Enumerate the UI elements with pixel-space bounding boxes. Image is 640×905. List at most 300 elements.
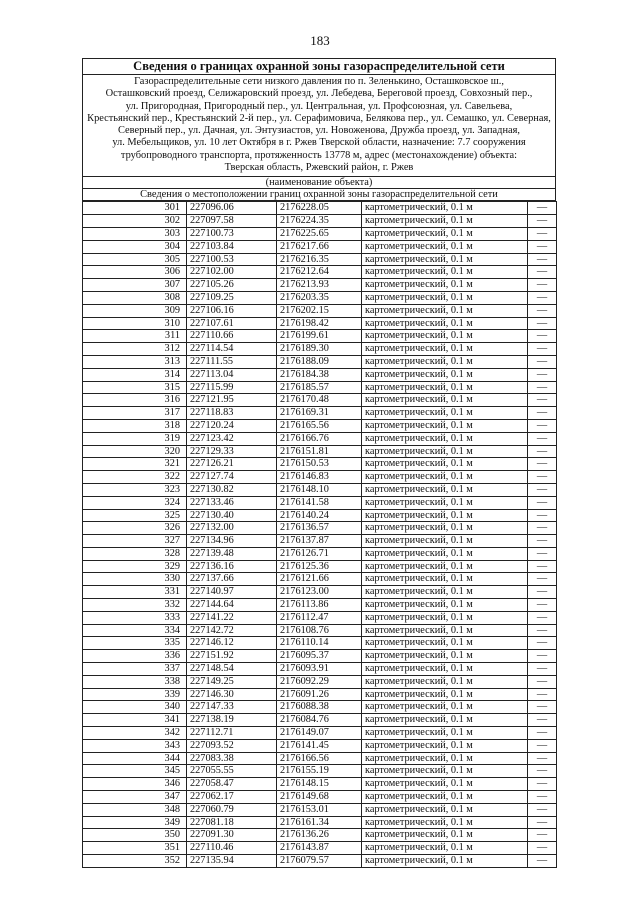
point-number: 318 (83, 419, 187, 432)
description-dash: — (528, 522, 557, 535)
table-row (83, 599, 557, 612)
coord-x: 227140.97 (187, 586, 277, 599)
table-row (83, 688, 557, 701)
table-row (83, 381, 557, 394)
method-accuracy: картометрический, 0.1 м (362, 611, 528, 624)
method-accuracy: картометрический, 0.1 м (362, 547, 528, 560)
description-dash: — (528, 586, 557, 599)
table-row (83, 842, 557, 855)
description-dash: — (528, 701, 557, 714)
method-accuracy: картометрический, 0.1 м (362, 496, 528, 509)
coord-x: 227141.22 (187, 611, 277, 624)
section-title: Сведения о границах охранной зоны газораспределительной сети (83, 59, 556, 75)
point-number: 348 (83, 803, 187, 816)
point-number: 350 (83, 829, 187, 842)
method-accuracy: картометрический, 0.1 м (362, 355, 528, 368)
coord-x: 227060.79 (187, 803, 277, 816)
description-dash: — (528, 343, 557, 356)
point-number: 315 (83, 381, 187, 394)
point-number: 320 (83, 445, 187, 458)
table-row (83, 279, 557, 292)
method-accuracy: картометрический, 0.1 м (362, 368, 528, 381)
coord-x: 227130.82 (187, 483, 277, 496)
method-accuracy: картометрический, 0.1 м (362, 855, 528, 868)
method-accuracy: картометрический, 0.1 м (362, 842, 528, 855)
coord-x: 227113.04 (187, 368, 277, 381)
table-row (83, 471, 557, 484)
point-number: 342 (83, 727, 187, 740)
coord-x: 227139.48 (187, 547, 277, 560)
method-accuracy: картометрический, 0.1 м (362, 675, 528, 688)
point-number: 346 (83, 778, 187, 791)
method-accuracy: картометрический, 0.1 м (362, 407, 528, 420)
method-accuracy: картометрический, 0.1 м (362, 663, 528, 676)
point-number: 334 (83, 624, 187, 637)
description-dash: — (528, 650, 557, 663)
method-accuracy: картометрический, 0.1 м (362, 394, 528, 407)
coord-y: 2176202.15 (277, 304, 362, 317)
coord-y: 2176140.24 (277, 509, 362, 522)
coord-y: 2176184.38 (277, 368, 362, 381)
description-dash: — (528, 291, 557, 304)
coord-y: 2176216.35 (277, 253, 362, 266)
method-accuracy: картометрический, 0.1 м (362, 509, 528, 522)
method-accuracy: картометрический, 0.1 м (362, 701, 528, 714)
method-accuracy: картометрический, 0.1 м (362, 343, 528, 356)
table-row (83, 765, 557, 778)
coord-y: 2176149.68 (277, 791, 362, 804)
table-row (83, 791, 557, 804)
description-line: Тверская область, Ржевский район, г. Ржев (224, 162, 414, 174)
coord-x: 227146.30 (187, 688, 277, 701)
coord-y: 2176084.76 (277, 714, 362, 727)
description-line: ул. Мебельщиков, ул. 10 лет Октября в г. Ржев Тверской области, назначение: 7.7 сооружения (112, 137, 526, 149)
description-dash: — (528, 803, 557, 816)
coord-x: 227134.96 (187, 535, 277, 548)
coord-x: 227126.21 (187, 458, 277, 471)
coord-y: 2176224.35 (277, 215, 362, 228)
table-row (83, 624, 557, 637)
point-number: 325 (83, 509, 187, 522)
description-dash: — (528, 483, 557, 496)
coord-x: 227133.46 (187, 496, 277, 509)
point-number: 336 (83, 650, 187, 663)
coord-y: 2176136.26 (277, 829, 362, 842)
coord-x: 227062.17 (187, 791, 277, 804)
coord-x: 227118.83 (187, 407, 277, 420)
table-row (83, 253, 557, 266)
coord-y: 2176170.48 (277, 394, 362, 407)
table-row (83, 227, 557, 240)
table-row (83, 701, 557, 714)
description-dash: — (528, 432, 557, 445)
point-number: 330 (83, 573, 187, 586)
coord-x: 227138.19 (187, 714, 277, 727)
coord-y: 2176113.86 (277, 599, 362, 612)
table-row (83, 407, 557, 420)
coord-y: 2176150.53 (277, 458, 362, 471)
point-number: 323 (83, 483, 187, 496)
table-row (83, 202, 557, 215)
coord-y: 2176151.81 (277, 445, 362, 458)
coord-x: 227102.00 (187, 266, 277, 279)
coord-x: 227144.64 (187, 599, 277, 612)
coord-x: 227103.84 (187, 240, 277, 253)
method-accuracy: картометрический, 0.1 м (362, 791, 528, 804)
table-row (83, 778, 557, 791)
point-number: 329 (83, 560, 187, 573)
description-dash: — (528, 599, 557, 612)
coord-y: 2176092.29 (277, 675, 362, 688)
method-accuracy: картометрический, 0.1 м (362, 714, 528, 727)
point-number: 309 (83, 304, 187, 317)
table-row (83, 573, 557, 586)
method-accuracy: картометрический, 0.1 м (362, 727, 528, 740)
coord-y: 2176136.57 (277, 522, 362, 535)
point-number: 344 (83, 752, 187, 765)
method-accuracy: картометрический, 0.1 м (362, 330, 528, 343)
table-row (83, 368, 557, 381)
coord-x: 227083.38 (187, 752, 277, 765)
object-description (83, 75, 556, 177)
coord-y: 2176225.65 (277, 227, 362, 240)
coord-x: 227110.46 (187, 842, 277, 855)
method-accuracy: картометрический, 0.1 м (362, 471, 528, 484)
coord-x: 227135.94 (187, 855, 277, 868)
coord-x: 227106.16 (187, 304, 277, 317)
method-accuracy: картометрический, 0.1 м (362, 599, 528, 612)
coord-y: 2176213.93 (277, 279, 362, 292)
description-dash: — (528, 202, 557, 215)
coord-x: 227100.73 (187, 227, 277, 240)
coord-y: 2176169.31 (277, 407, 362, 420)
description-dash: — (528, 381, 557, 394)
coord-y: 2176141.58 (277, 496, 362, 509)
coord-x: 227121.95 (187, 394, 277, 407)
point-number: 341 (83, 714, 187, 727)
coord-x: 227105.26 (187, 279, 277, 292)
coord-y: 2176095.37 (277, 650, 362, 663)
coord-x: 227097.58 (187, 215, 277, 228)
description-dash: — (528, 816, 557, 829)
coord-y: 2176203.35 (277, 291, 362, 304)
table-row (83, 663, 557, 676)
description-dash: — (528, 227, 557, 240)
point-number: 333 (83, 611, 187, 624)
method-accuracy: картометрический, 0.1 м (362, 279, 528, 292)
point-number: 304 (83, 240, 187, 253)
coord-x: 227096.06 (187, 202, 277, 215)
point-number: 343 (83, 739, 187, 752)
coord-y: 2176198.42 (277, 317, 362, 330)
description-line: Северный пер., ул. Дачная, ул. Энтузиастов, ул. Новоженова, Дружба проезд, ул. Западная, (117, 125, 521, 137)
method-accuracy: картометрический, 0.1 м (362, 253, 528, 266)
table-row (83, 509, 557, 522)
point-number: 305 (83, 253, 187, 266)
table-row (83, 650, 557, 663)
coord-y: 2176148.15 (277, 778, 362, 791)
method-accuracy: картометрический, 0.1 м (362, 765, 528, 778)
coord-x: 227132.00 (187, 522, 277, 535)
method-accuracy: картометрический, 0.1 м (362, 688, 528, 701)
coord-y: 2176161.34 (277, 816, 362, 829)
table-row (83, 458, 557, 471)
coord-x: 227058.47 (187, 778, 277, 791)
description-dash: — (528, 394, 557, 407)
table-row (83, 483, 557, 496)
coord-y: 2176189.30 (277, 343, 362, 356)
description-dash: — (528, 496, 557, 509)
coord-x: 227137.66 (187, 573, 277, 586)
point-number: 302 (83, 215, 187, 228)
method-accuracy: картометрический, 0.1 м (362, 560, 528, 573)
point-number: 339 (83, 688, 187, 701)
description-dash: — (528, 253, 557, 266)
table-row (83, 445, 557, 458)
coord-x: 227130.40 (187, 509, 277, 522)
coord-y: 2176166.56 (277, 752, 362, 765)
method-accuracy: картометрический, 0.1 м (362, 215, 528, 228)
point-number: 326 (83, 522, 187, 535)
table-row (83, 394, 557, 407)
point-number: 306 (83, 266, 187, 279)
table-row (83, 215, 557, 228)
table-row (83, 330, 557, 343)
coord-x: 227055.55 (187, 765, 277, 778)
coord-y: 2176199.61 (277, 330, 362, 343)
coord-x: 227109.25 (187, 291, 277, 304)
table-row (83, 727, 557, 740)
location-caption: Сведения о местоположении границ охранной зоны газораспределительной сети (83, 189, 556, 201)
point-number: 347 (83, 791, 187, 804)
description-dash: — (528, 573, 557, 586)
method-accuracy: картометрический, 0.1 м (362, 829, 528, 842)
table-row (83, 266, 557, 279)
coord-y: 2176126.71 (277, 547, 362, 560)
coord-y: 2176079.57 (277, 855, 362, 868)
method-accuracy: картометрический, 0.1 м (362, 317, 528, 330)
coord-x: 227149.25 (187, 675, 277, 688)
description-line: Газораспределительные сети низкого давления по п. Зеленькино, Осташковское ш., (134, 76, 504, 87)
table-row (83, 291, 557, 304)
method-accuracy: картометрический, 0.1 м (362, 803, 528, 816)
coord-y: 2176125.36 (277, 560, 362, 573)
description-line: трубопроводного транспорта, протяженность 13778 м, адрес (местонахождение) объекта: (120, 149, 518, 161)
description-dash: — (528, 547, 557, 560)
method-accuracy: картометрический, 0.1 м (362, 522, 528, 535)
description-dash: — (528, 714, 557, 727)
method-accuracy: картометрический, 0.1 м (362, 291, 528, 304)
coord-x: 227148.54 (187, 663, 277, 676)
table-row (83, 611, 557, 624)
point-number: 332 (83, 599, 187, 612)
point-number: 345 (83, 765, 187, 778)
description-dash: — (528, 829, 557, 842)
point-number: 351 (83, 842, 187, 855)
coord-y: 2176137.87 (277, 535, 362, 548)
coord-y: 2176093.91 (277, 663, 362, 676)
method-accuracy: картометрический, 0.1 м (362, 458, 528, 471)
point-number: 307 (83, 279, 187, 292)
method-accuracy: картометрический, 0.1 м (362, 240, 528, 253)
point-number: 331 (83, 586, 187, 599)
description-dash: — (528, 739, 557, 752)
coord-x: 227100.53 (187, 253, 277, 266)
coord-x: 227142.72 (187, 624, 277, 637)
description-dash: — (528, 215, 557, 228)
coord-y: 2176166.76 (277, 432, 362, 445)
point-number: 352 (83, 855, 187, 868)
table-row (83, 496, 557, 509)
description-dash: — (528, 240, 557, 253)
page-number: 183 (310, 33, 330, 48)
point-number: 328 (83, 547, 187, 560)
coord-x: 227123.42 (187, 432, 277, 445)
description-dash: — (528, 727, 557, 740)
method-accuracy: картометрический, 0.1 м (362, 483, 528, 496)
coord-y: 2176228.05 (277, 202, 362, 215)
point-number: 317 (83, 407, 187, 420)
header-table (82, 58, 556, 201)
table-row (83, 560, 557, 573)
table-row (83, 675, 557, 688)
coord-x: 227112.71 (187, 727, 277, 740)
description-dash: — (528, 419, 557, 432)
coord-y: 2176141.45 (277, 739, 362, 752)
coord-y: 2176153.01 (277, 803, 362, 816)
method-accuracy: картометрический, 0.1 м (362, 535, 528, 548)
coord-x: 227091.30 (187, 829, 277, 842)
description-dash: — (528, 752, 557, 765)
point-number: 308 (83, 291, 187, 304)
table-row (83, 317, 557, 330)
method-accuracy: картометрический, 0.1 м (362, 778, 528, 791)
table-row (83, 547, 557, 560)
coord-x: 227151.92 (187, 650, 277, 663)
description-dash: — (528, 407, 557, 420)
point-number: 338 (83, 675, 187, 688)
method-accuracy: картометрический, 0.1 м (362, 573, 528, 586)
description-dash: — (528, 765, 557, 778)
description-dash: — (528, 611, 557, 624)
description-dash: — (528, 304, 557, 317)
point-number: 303 (83, 227, 187, 240)
description-dash: — (528, 791, 557, 804)
point-number: 340 (83, 701, 187, 714)
point-number: 311 (83, 330, 187, 343)
point-number: 335 (83, 637, 187, 650)
description-dash: — (528, 279, 557, 292)
coord-x: 227120.24 (187, 419, 277, 432)
table-row (83, 855, 557, 868)
object-caption: (наименование объекта) (83, 177, 556, 189)
point-number: 321 (83, 458, 187, 471)
description-dash: — (528, 778, 557, 791)
point-number: 327 (83, 535, 187, 548)
coord-x: 227146.12 (187, 637, 277, 650)
table-row (83, 714, 557, 727)
description-line: Крестьянский пер., Крестьянский 2-й пер., ул. Серафимовича, Белякова пер., ул. Семашко, ул. Северная, (87, 112, 551, 124)
table-row (83, 816, 557, 829)
coord-x: 227136.16 (187, 560, 277, 573)
coord-x: 227114.54 (187, 343, 277, 356)
method-accuracy: картометрический, 0.1 м (362, 816, 528, 829)
coordinates-body (83, 202, 557, 867)
coord-x: 227081.18 (187, 816, 277, 829)
coord-y: 2176146.83 (277, 471, 362, 484)
coord-y: 2176185.57 (277, 381, 362, 394)
table-row (83, 803, 557, 816)
coord-y: 2176091.26 (277, 688, 362, 701)
method-accuracy: картометрический, 0.1 м (362, 419, 528, 432)
coordinates-table (82, 201, 557, 867)
coord-y: 2176121.66 (277, 573, 362, 586)
point-number: 319 (83, 432, 187, 445)
description-dash: — (528, 624, 557, 637)
description-dash: — (528, 663, 557, 676)
point-number: 337 (83, 663, 187, 676)
method-accuracy: картометрический, 0.1 м (362, 624, 528, 637)
description-dash: — (528, 368, 557, 381)
method-accuracy: картометрический, 0.1 м (362, 202, 528, 215)
coord-y: 2176165.56 (277, 419, 362, 432)
description-dash: — (528, 535, 557, 548)
coord-y: 2176143.87 (277, 842, 362, 855)
table-row (83, 304, 557, 317)
coord-y: 2176088.38 (277, 701, 362, 714)
description-dash: — (528, 330, 557, 343)
method-accuracy: картометрический, 0.1 м (362, 304, 528, 317)
description-dash: — (528, 317, 557, 330)
table-row (83, 739, 557, 752)
coord-y: 2176112.47 (277, 611, 362, 624)
table-row (83, 637, 557, 650)
coord-x: 227127.74 (187, 471, 277, 484)
coord-x: 227093.52 (187, 739, 277, 752)
table-row (83, 535, 557, 548)
point-number: 324 (83, 496, 187, 509)
table-row (83, 432, 557, 445)
coord-y: 2176123.00 (277, 586, 362, 599)
description-dash: — (528, 560, 557, 573)
coord-x: 227107.61 (187, 317, 277, 330)
description-dash: — (528, 688, 557, 701)
description-dash: — (528, 842, 557, 855)
description-line: Осташковский проезд, Селижаровский проезд, ул. Лебедева, Береговой проезд, Совхозный пер., (105, 88, 533, 100)
coord-x: 227111.55 (187, 355, 277, 368)
method-accuracy: картометрический, 0.1 м (362, 445, 528, 458)
coord-y: 2176110.14 (277, 637, 362, 650)
method-accuracy: картометрический, 0.1 м (362, 227, 528, 240)
description-dash: — (528, 266, 557, 279)
coord-x: 227115.99 (187, 381, 277, 394)
coord-y: 2176212.64 (277, 266, 362, 279)
table-row (83, 419, 557, 432)
description-line: ул. Пригородная, Пригородный пер., ул. Центральная, ул. Профсоюзная, ул. Савельева, (125, 100, 513, 112)
coord-y: 2176148.10 (277, 483, 362, 496)
method-accuracy: картометрический, 0.1 м (362, 637, 528, 650)
coord-y: 2176217.66 (277, 240, 362, 253)
table-row (83, 586, 557, 599)
coord-y: 2176108.76 (277, 624, 362, 637)
method-accuracy: картометрический, 0.1 м (362, 586, 528, 599)
coord-x: 227110.66 (187, 330, 277, 343)
point-number: 312 (83, 343, 187, 356)
table-row (83, 355, 557, 368)
point-number: 322 (83, 471, 187, 484)
description-dash: — (528, 855, 557, 868)
description-dash: — (528, 458, 557, 471)
